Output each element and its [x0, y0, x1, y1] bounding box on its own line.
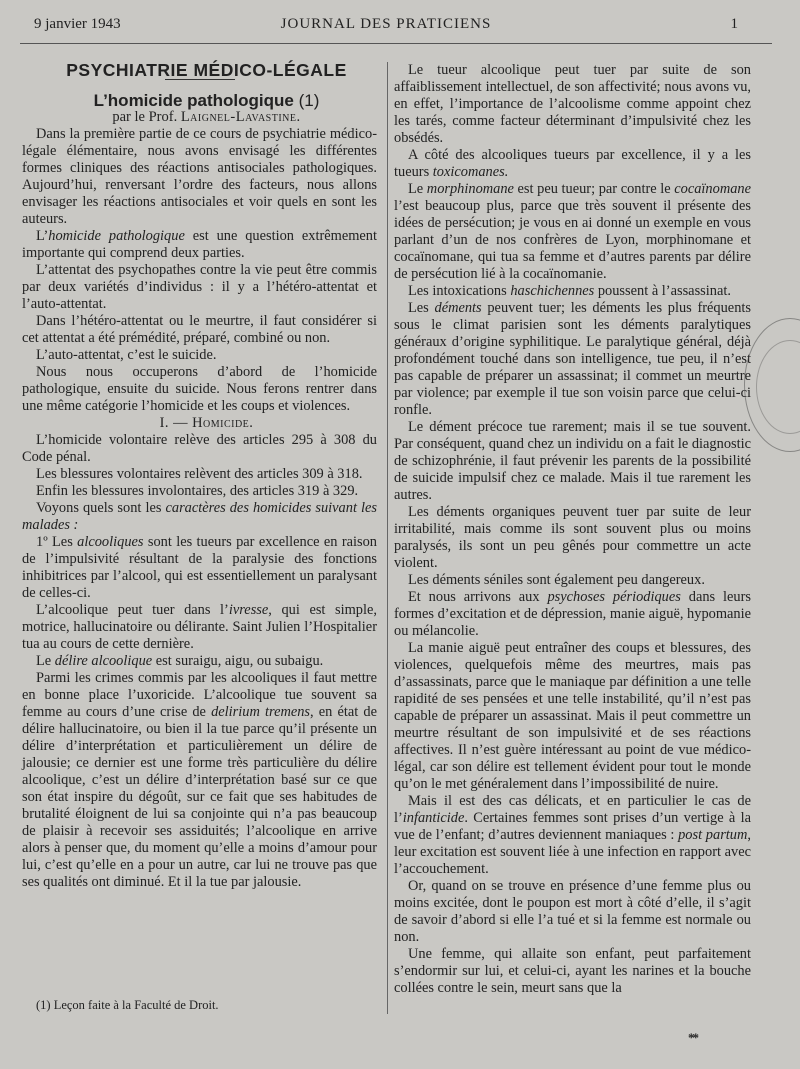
byline: par le Prof. Laignel-Lavastine.	[112, 109, 301, 125]
running-header	[34, 16, 738, 38]
left-column	[22, 62, 377, 891]
paragraph: L’alcoolique peut tuer dans l’ivresse, qui est simple, motrice, hallucinatoire ou délirante. Saint Julien l’Hospitalier tua au cours de cette dernière.	[22, 602, 377, 652]
paragraph: Le morphinomane est peu tueur; par contre le cocaïnomane l’est beaucoup plus, parce que très souvent il présente des idées de persécution; je vous en ai donné un exemple en vous parlant d’un de nos confrères de Lyon, morphinomane et cocaïnomane, qui tua sa femme et d’autres parents par délire de persécution lié à la cocaïnomanie.	[394, 181, 751, 282]
issue-date: 9 janvier 1943	[34, 16, 121, 32]
paragraph: Enfin les blessures involontaires, des articles 319 à 329.	[36, 483, 359, 499]
paragraph: Et nous arrivons aux psychoses périodiques dans leurs formes d’excitation et de dépression, manie aiguë, hypomanie ou mélancolie.	[394, 589, 751, 639]
paragraph: Les intoxications haschichennes poussent à l’assassinat.	[408, 283, 731, 299]
signature-stars: **	[688, 1030, 697, 1045]
paragraph: Le tueur alcoolique peut tuer par suite de son affaiblissement intellectuel, de son affectivité; nous avons vu, en effet, l’importance de l’alcoolisme comme appoint chez les tarés, comme facteur déterminant d’impulsivité chez les obsédés.	[394, 62, 751, 146]
article-title: L’homicide pathologique (1)	[93, 91, 320, 110]
header-rule	[20, 43, 772, 44]
paragraph: L’homicide volontaire relève des articles 295 à 308 du Code pénal.	[22, 432, 377, 465]
paragraph: Les déments peuvent tuer; les déments les plus fréquents sous le climat parisien sont les déments paralytiques généraux d’origine syphilitique. Le paralytique général, déjà profondément touché dans son intelligence, tue peu, il n’est pas capable de préparer un assassinat; il commet un meurtre par violence; par exemple il tue son voisin parce que celui-ci ronfle.	[394, 300, 751, 418]
paragraph: L’auto-attentat, c’est le suicide.	[36, 347, 217, 363]
paragraph: A côté des alcooliques tueurs par excellence, il y a les tueurs toxicomanes.	[394, 147, 751, 180]
paragraph: Dans la première partie de ce cours de psychiatrie médico-légale élémentaire, nous avons envisagé les différentes formes cliniques des réactions antisociales pathologiques. Aujourd’hui, renversant l’ordre des facteurs, nous allons envisager les réactions antisociales et voir quels en sont les auteurs.	[22, 126, 377, 227]
column-divider	[387, 62, 388, 1014]
paragraph: Les déments organiques peuvent tuer par suite de leur irritabilité, mais comme ils sont souvent plus ou moins paralysés, ils sont un peu gênés pour commettre un acte violent.	[394, 504, 751, 571]
page-number: 1	[730, 16, 738, 32]
paragraph: Mais il est des cas délicats, et en particulier le cas de l’infanticide. Certaines femmes sont prises d’un vertige à la vue de l’enfant; d’autres deviennent maniaques : post partum, leur excitation est souvent liée à une infection en rapport avec l’accouchement.	[394, 793, 751, 877]
journal-name: JOURNAL DES PRATICIENS	[280, 16, 492, 32]
paragraph: L’homicide pathologique est une question extrêmement importante qui comprend deux parties.	[22, 228, 377, 261]
paragraph: Le dément précoce tue rarement; mais il se tue souvent. Par conséquent, quand chez un individu on a fait le diagnostic de schizophrénie, il faut prévenir les parents de la possibilité de suicide impulsif chez ce malade. Mais il tue rarement les autres.	[394, 419, 751, 503]
paragraph: L’attentat des psychopathes contre la vie peut être commis par deux variétés d’individus : il y a l’hétéro-attentat et l’auto-attentat.	[22, 262, 377, 312]
paragraph: Voyons quels sont les caractères des homicides suivant les malades :	[22, 500, 377, 533]
paragraph: Une femme, qui allaite son enfant, peut parfaitement s’endormir sur lui, et celui-ci, ayant les narines et la bouche collées contre le sein, meurt sans que la	[394, 946, 751, 996]
subheading: I. — Homicide.	[159, 415, 254, 431]
paragraph: Le délire alcoolique est suraigu, aigu, ou subaigu.	[36, 653, 324, 669]
section-title: PSYCHIATRIE MÉDICO-LÉGALE	[66, 60, 347, 80]
paragraph: Dans l’hétéro-attentat ou le meurtre, il faut considérer si cet attentat a été prémédité, préparé, combiné ou non.	[22, 313, 377, 346]
paragraph: Parmi les crimes commis par les alcooliques il faut mettre en bonne place l’uxoricide. L’alcoolique tue souvent sa femme au cours d’une crise de delirium tremens, en état de délire hallucinatoire, ou bien il la tue parce qu’il présente un délire d’interprétation et particulièrement un délire de jalousie; ce dernier est une forme très particulière du délire alcoolique, c’est un délire d’interprétation basé sur ce que son état inspire du dégoût, sur ce fait que ses habitudes de brutalité éloignent de lui sa conjointe qui n’a pas beaucoup de plaisir à recevoir ses assiduités; l’alcoolique en arrive alors à penser que, du moment qu’elle a moins d’amour pour lui, c’est qu’elle en a pour un autre, car lui ne trouve pas que ses qualités ont diminué. Et il la tue par jalousie.	[22, 670, 377, 890]
paragraph: Les déments séniles sont également peu dangereux.	[408, 572, 705, 588]
paragraph: Nous nous occuperons d’abord de l’homicide pathologique, ensuite du suicide. Nous ferons rentrer dans une même catégorie l’homicide et les coups et violences.	[22, 364, 377, 414]
paragraph: 1º Les alcooliques sont les tueurs par excellence en raison de l’impulsivité résultant de la paralysie des fonctions inhibitrices par l’alcool, qui est essentiellement un paralysant de celles-ci.	[22, 534, 377, 601]
footnote: (1) Leçon faite à la Faculté de Droit.	[36, 998, 219, 1012]
footnote-marker: (1)	[298, 91, 320, 110]
paragraph: Les blessures volontaires relèvent des articles 309 à 318.	[36, 466, 363, 482]
paragraph: Or, quand on se trouve en présence d’une femme plus ou moins excitée, dont le poupon est mort à côté d’elle, il s’agit de savoir d’abord si elle l’a tué et si la femme est normale ou non.	[394, 878, 751, 945]
right-column	[394, 62, 751, 997]
author-name: Laignel-Lavastine.	[180, 109, 301, 125]
paragraph: La manie aiguë peut entraîner des coups et blessures, des violences, quelquefois même des meurtres, mais pas d’assassinats, parce que le maniaque par définition a une telle rapidité de ses pensées et une telle instabilité, qu’il n’est pas capable de préparer un assassinat. Mais il peut commettre un meurtre résultant de son impulsivité et de ses réactions affectives. Il n’est guère intéressant au point de vue médico-légal, car son délire est tellement évident pour tout le monde qu’on le met généralement dans l’impossibilité de nuire.	[394, 640, 751, 792]
